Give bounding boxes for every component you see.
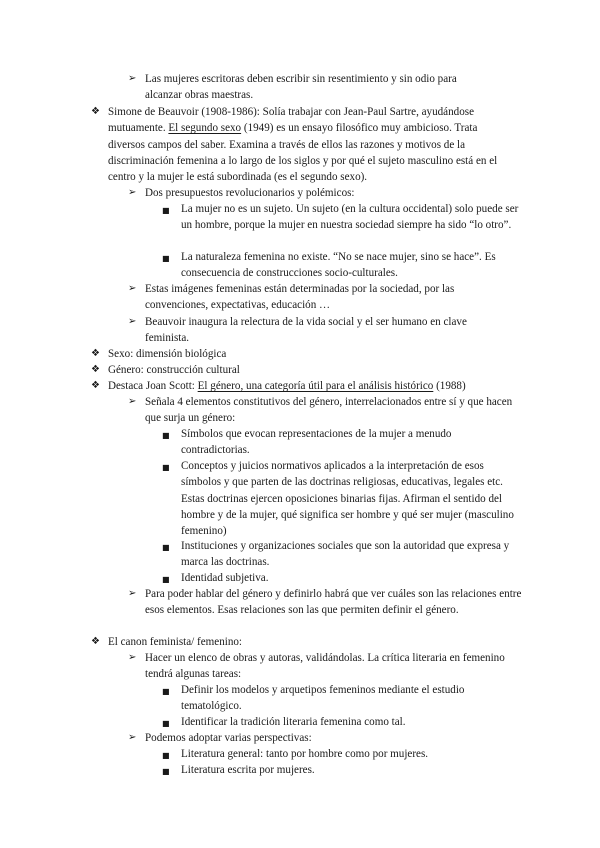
- diamond-bullet-icon: ❖: [91, 348, 100, 359]
- item-text: Identidad subjetiva.: [181, 572, 269, 584]
- item-text: La mujer no es un sujeto. Un sujeto (en la cultura occidental) solo puede ser un hombre, porque la mujer en nuestra sociedad siempre ha sido “lo otro”.: [181, 203, 519, 232]
- item-text: Instituciones y organizaciones sociales que son la autoridad que expresa y marca las doctrinas.: [181, 540, 510, 569]
- square-bullet-icon: ■: [162, 767, 170, 776]
- list-item: [162, 746, 512, 762]
- item-text: Las mujeres escritoras deben escribir sin resentimiento y sin odio para alcanzar obras maestras.: [145, 73, 457, 102]
- square-bullet-icon: ■: [162, 254, 170, 263]
- list-item: [162, 570, 512, 586]
- square-bullet-icon: ■: [162, 206, 170, 215]
- list-item: [162, 682, 502, 715]
- arrow-bullet-icon: ➢: [128, 732, 137, 743]
- list-item: [162, 426, 516, 459]
- item-text: [108, 104, 506, 185]
- square-bullet-icon: ■: [162, 543, 170, 552]
- square-bullet-icon: ■: [162, 719, 170, 728]
- item-text: Estas imágenes femeninas están determinadas por la sociedad, por las convenciones, expectativas, educación …: [145, 283, 455, 312]
- diamond-bullet-icon: ❖: [91, 636, 100, 647]
- list-item: [91, 104, 506, 185]
- list-item: [128, 586, 530, 619]
- item-text: Símbolos que evocan representaciones de la mujer a menudo contradictorias.: [181, 428, 452, 457]
- arrow-bullet-icon: ➢: [128, 652, 137, 663]
- item-text: Sexo: dimensión biológica: [108, 348, 227, 360]
- item-text: Género: construcción cultural: [108, 364, 240, 376]
- item-text: Identificar la tradición literaria femenina como tal.: [181, 716, 406, 728]
- arrow-bullet-icon: ➢: [128, 187, 137, 198]
- item-text: Conceptos y juicios normativos aplicados a la interpretación de esos símbolos y que parten de las doctrinas religiosas, educativas, legales etc. Estas doctrinas ejercen oposiciones binarias fijas. Afirman el sentido del hombre y de la mujer, qué significa ser hombre y qué ser mujer (masculino femenino): [181, 460, 514, 538]
- list-item: [128, 394, 520, 427]
- list-item: [91, 362, 511, 378]
- list-item: [91, 346, 511, 362]
- book-title: El segundo sexo: [168, 122, 242, 135]
- square-bullet-icon: ■: [162, 463, 170, 472]
- item-text: El canon feminista/ femenino:: [108, 636, 243, 648]
- item-text: Para poder hablar del género y definirlo habrá que ver cuáles son las relaciones entre esos elementos. Esas relaciones son las que permiten definir el género.: [145, 588, 522, 617]
- square-bullet-icon: ■: [162, 687, 170, 696]
- list-item: [162, 714, 512, 730]
- list-item: [162, 458, 524, 539]
- beauvoir-text: Simone de Beauvoir (1908-1986): Solía trabajar con Jean-Paul Sartre, ayudándose mutuamente.: [108, 106, 474, 135]
- item-text: Beauvoir inaugura la relectura de la vida social y el ser humano en clave feminista.: [145, 316, 467, 345]
- item-text: Literatura general: tanto por hombre como por mujeres.: [181, 748, 429, 760]
- item-text: Podemos adoptar varias perspectivas:: [145, 732, 312, 744]
- square-bullet-icon: ■: [162, 431, 170, 440]
- beauvoir-text-cont: (1949) es un ensayo filosófico muy ambicioso. Trata diversos campos del saber. Examina a través de ellos las razones y motivos de la discriminación femenina a lo largo de los siglos y por qué el sujeto masculino está en el centro y la mujer le está subordinada (es el segundo sexo).: [108, 122, 498, 184]
- essay-title: El género, una categoría útil para el análisis histórico: [197, 380, 434, 392]
- diamond-bullet-icon: ❖: [91, 106, 100, 117]
- item-text: Hacer un elenco de obras y autoras, validándolas. La crítica literaria en femenino tendrá algunas tareas:: [145, 652, 505, 681]
- scott-text: Destaca Joan Scott:: [108, 380, 198, 392]
- diamond-bullet-icon: ❖: [91, 380, 100, 391]
- arrow-bullet-icon: ➢: [128, 316, 137, 327]
- list-item: [128, 314, 506, 347]
- item-text: Literatura escrita por mujeres.: [181, 764, 315, 776]
- arrow-bullet-icon: ➢: [128, 396, 137, 407]
- list-item: [128, 730, 508, 746]
- list-item: [128, 185, 508, 201]
- item-text: [108, 378, 521, 394]
- arrow-bullet-icon: ➢: [128, 588, 137, 599]
- list-item: [162, 201, 524, 234]
- list-item: [162, 762, 512, 778]
- square-bullet-icon: ■: [162, 751, 170, 760]
- list-item: [91, 634, 511, 650]
- list-item: [128, 281, 508, 314]
- item-text: Dos presupuestos revolucionarios y polémicos:: [145, 187, 355, 199]
- diamond-bullet-icon: ❖: [91, 364, 100, 375]
- list-item: [91, 378, 521, 394]
- arrow-bullet-icon: ➢: [128, 73, 137, 84]
- list-item: [128, 71, 493, 104]
- list-item: [162, 538, 512, 571]
- arrow-bullet-icon: ➢: [128, 283, 137, 294]
- scott-year: (1988): [433, 380, 466, 392]
- list-item: [128, 650, 510, 683]
- item-text: Señala 4 elementos constitutivos del género, interrelacionados entre sí y que hacen que surja un género:: [145, 396, 513, 425]
- square-bullet-icon: ■: [162, 575, 170, 584]
- item-text: Definir los modelos y arquetipos femeninos mediante el estudio tematológico.: [181, 684, 465, 713]
- list-item: [162, 249, 527, 282]
- item-text: La naturaleza femenina no existe. “No se nace mujer, sino se hace”. Es consecuencia de construcciones socio-culturales.: [181, 251, 496, 280]
